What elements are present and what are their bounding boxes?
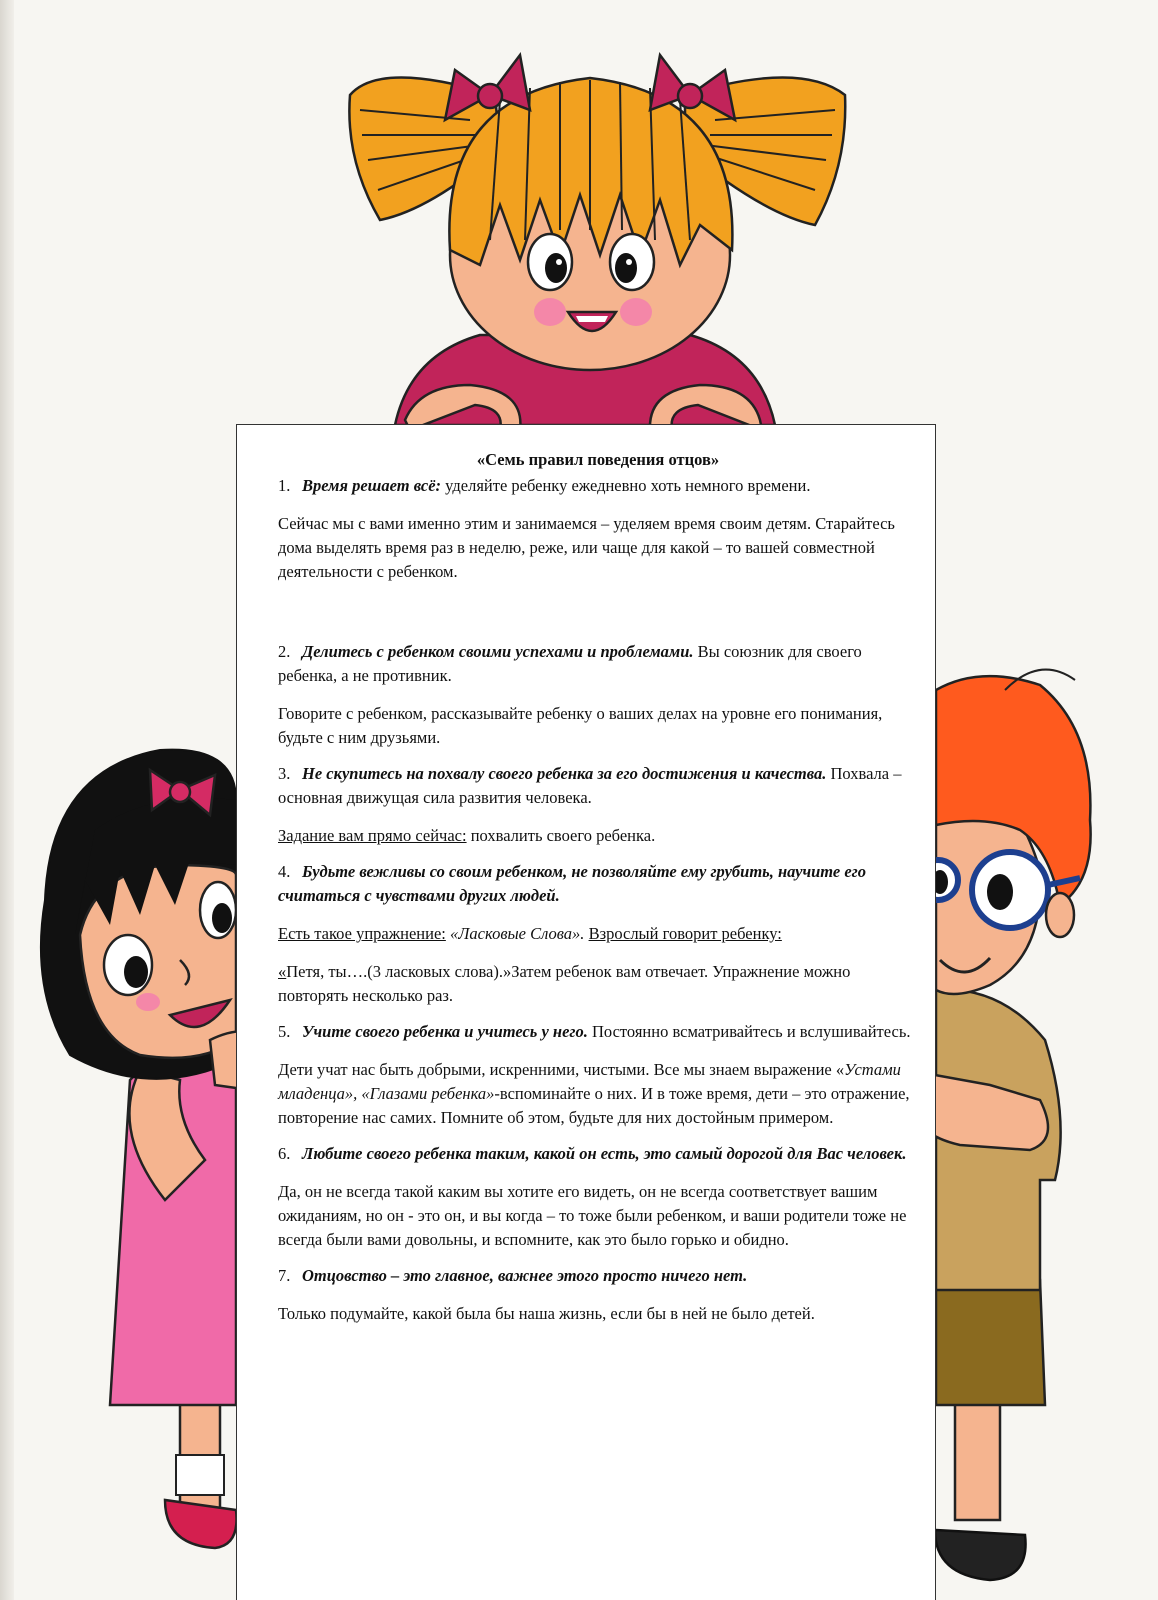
paragraph-1: Сейчас мы с вами именно этим и занимаемся – уделяем время своим детям. Старайтесь дома выделять время раз в неделю, реже, или чаще для какой – то вашей совместной деятельности с ребенком. <box>278 514 895 581</box>
top-girl-figure <box>349 55 845 430</box>
rule-7: 7. Отцовство – это главное, важнее этого просто ничего нет. <box>278 1266 748 1285</box>
paragraph-8: Только подумайте, какой была бы наша жизнь, если бы в ней не было детей. <box>278 1304 815 1323</box>
paragraph-2: Говорите с ребенком, рассказывайте ребенку о ваших делах на уровне его понимания, будьте с ним друзьями. <box>278 704 883 747</box>
paragraph-5: «Петя, ты….(3 ласковых слова).»Затем ребенок вам отвечает. Упражнение можно повторять несколько раз. <box>278 962 851 1005</box>
document-content <box>278 448 918 1338</box>
rule-3: 3. Не скупитесь на похвалу своего ребенка за его достижения и качества. Похвала – основная движущая сила развития человека. <box>278 764 902 807</box>
document-title: «Семь правил поведения отцов» <box>476 450 720 469</box>
paragraph-3: Задание вам прямо сейчас: похвалить своего ребенка. <box>278 826 656 845</box>
rule-6: 6. Любите своего ребенка таким, какой он есть, это самый дорогой для Вас человек. <box>278 1144 907 1163</box>
paragraph-6: Дети учат нас быть добрыми, искренними, чистыми. Все мы знаем выражение «Устами младенца», «Глазами ребенка»-вспоминайте о них. И в тоже время, дети – это отражение, повторение нас самих. Помните об этом, будьте для них достойным примером. <box>278 1060 910 1127</box>
rule-2: 2. Делитесь с ребенком своими успехами и проблемами. Вы союзник для своего ребенка, а не противник. <box>278 642 862 685</box>
paragraph-4: Есть такое упражнение: «Ласковые Слова». Взрослый говорит ребенку: <box>278 924 782 943</box>
rule-5: 5. Учите своего ребенка и учитесь у него. Постоянно всматривайтесь и вслушивайтесь. <box>278 1022 911 1041</box>
rule-4: 4. Будьте вежливы со своим ребенком, не позволяйте ему грубить, научите его считаться с чувствами других людей. <box>278 862 867 905</box>
paragraph-7: Да, он не всегда такой каким вы хотите его видеть, он не всегда соответствует вашим ожиданиям, но он - это он, и вы когда – то тоже были ребенком, и ваши родители тоже не всегда были вами довольны, и вспомните, как это было горько и обидно. <box>278 1182 907 1249</box>
rule-1: 1. Время решает всё: уделяйте ребенку ежедневно хоть немного времени. <box>278 476 811 495</box>
